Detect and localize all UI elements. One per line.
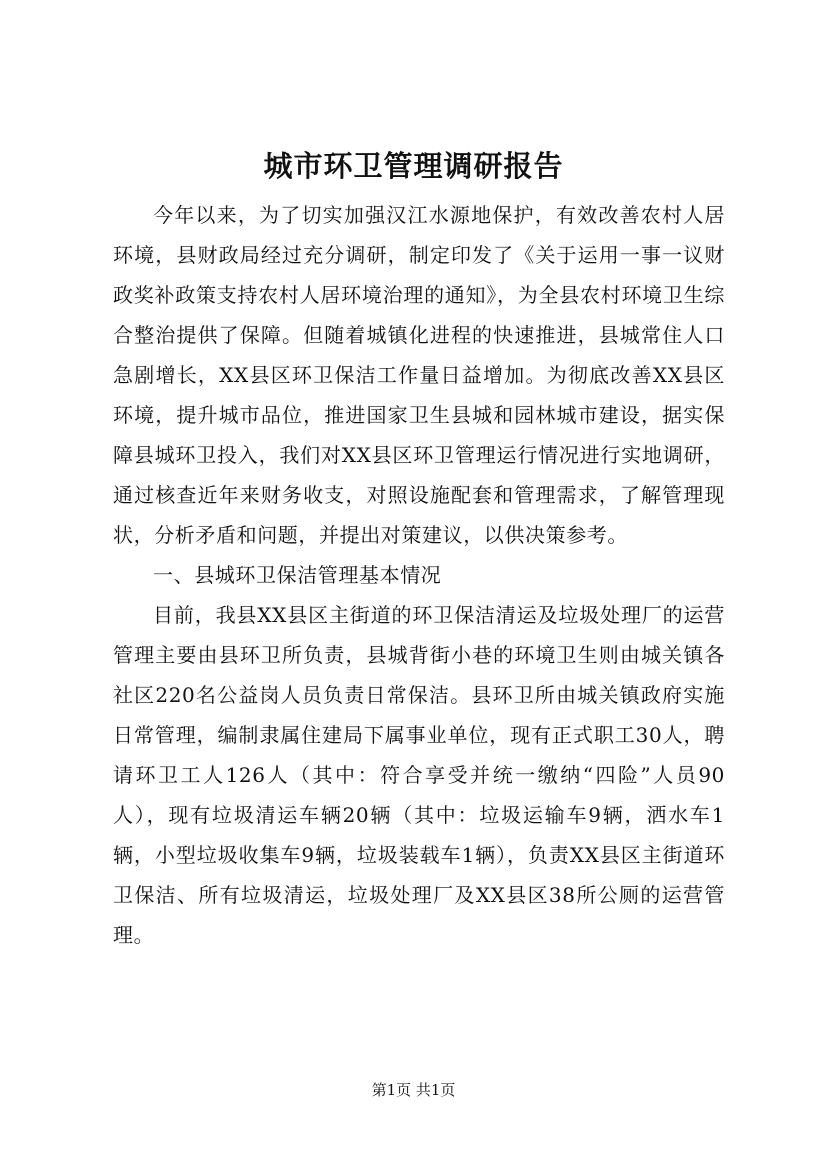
document-title: 城市环卫管理调研报告 [263, 149, 564, 183]
page-footer: 第1页 共1页 [371, 1081, 456, 1099]
intro-paragraph: 今年以来，为了切实加强汉江水源地保护，有效改善农村人居环境，县财政局经过充分调研，制定印发了《关于运用一事一议财政奖补政策支持农村人居环境治理的通知》，为全县农村环境卫生综合整治提供了保障。但随着城镇化进程的快速推进，县城常住人口急剧增长，XX县区环卫保洁工作量日益增加。为彻底改善XX县区环境，提升城市品位，推进国家卫生县城和园林城市建设，据实保障县城环卫投入，我们对XX县区环卫管理运行情况进行实地调研，通过核查近年来财务收支，对照设施配套和管理需求，了解管理现状，分析矛盾和问题，并提出对策建议，以供决策参考。 [113, 203, 725, 547]
section-paragraph: 目前，我县XX县区主街道的环卫保洁清运及垃圾处理厂的运营管理主要由县环卫所负责，县城背街小巷的环境卫生则由城关镇各社区220名公益岗人员负责日常保洁。县环卫所由城关镇政府实施日常管理，编制隶属住建局下属事业单位，现有正式职工30人，聘请环卫工人126人（其中：符合享受并统一缴纳“四险”人员90人），现有垃圾清运车辆20辆（其中：垃圾运输车9辆，洒水车1辆，小型垃圾收集车9辆，垃圾装载车1辆），负责XX县区主街道环卫保洁、所有垃圾清运，垃圾处理厂及XX县区38所公厕的运营管理。 [113, 603, 725, 947]
section-heading: 一、县城环卫保洁管理基本情况 [153, 563, 442, 587]
document-body [113, 195, 725, 955]
